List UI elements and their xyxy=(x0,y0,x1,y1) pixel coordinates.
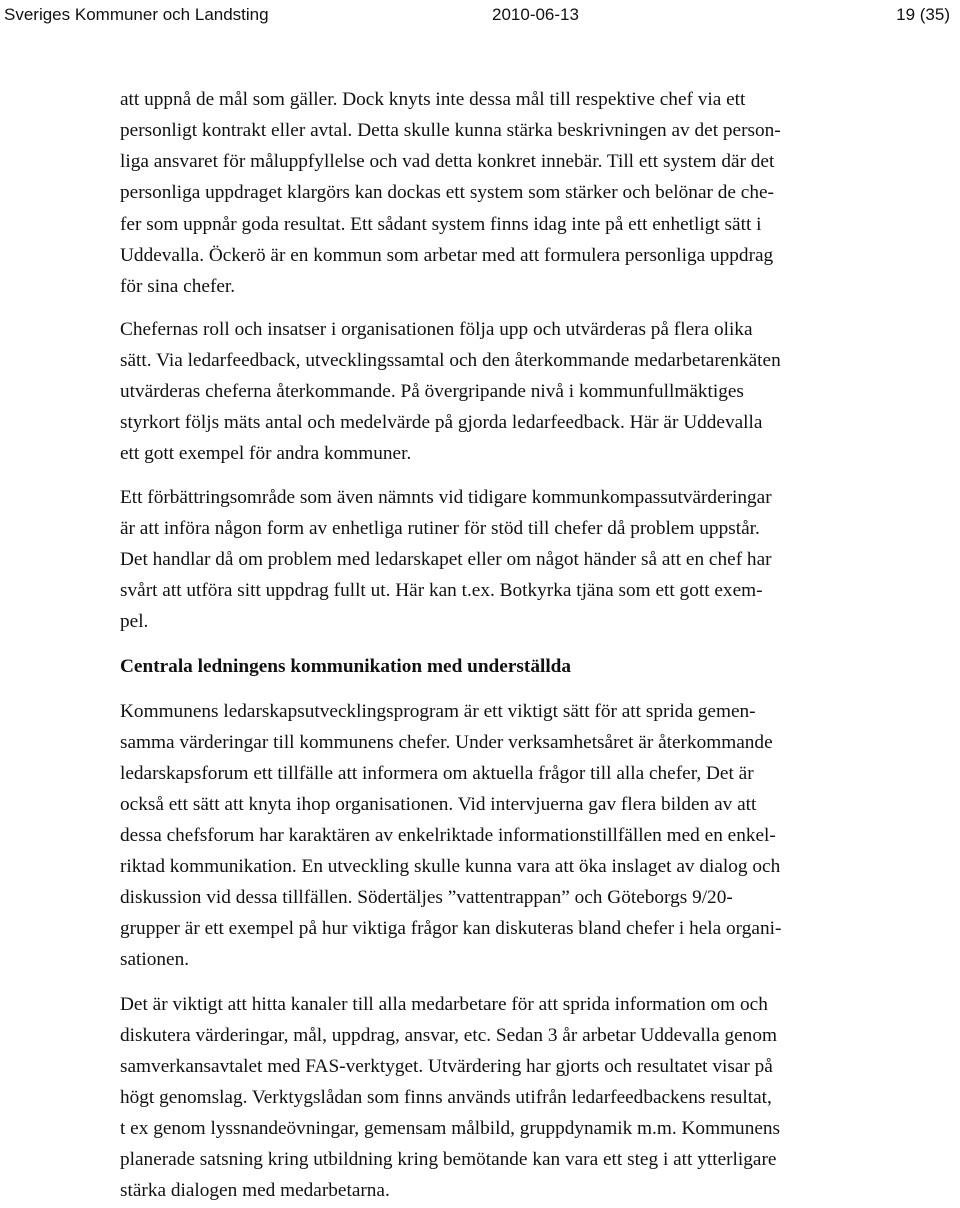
text-line: också ett sätt att knyta ihop organisationen. Vid intervjuerna gav flera bilden av att xyxy=(120,794,757,815)
text-line: dessa chefsforum har karaktären av enkelriktade informationstillfällen med en enkel- xyxy=(120,825,776,846)
text-line: är att införa någon form av enhetliga rutiner för stöd till chefer då problem uppstår. xyxy=(120,518,760,539)
text-line: för sina chefer. xyxy=(120,276,236,297)
text-line: att uppnå de mål som gäller. Dock knyts inte dessa mål till respektive chef via ett xyxy=(120,89,746,110)
text-line: svårt att utföra sitt uppdrag fullt ut. Här kan t.ex. Botkyrka tjäna som ett gott exem- xyxy=(120,580,763,601)
header-date: 2010-06-13 xyxy=(492,5,579,24)
text-line: grupper är ett exempel på hur viktiga frågor kan diskuteras bland chefer i hela organi- xyxy=(120,918,782,939)
text-line: ett gott exempel för andra kommuner. xyxy=(120,443,412,464)
text-line: Uddevalla. Öckerö är en kommun som arbetar med att formulera personliga uppdrag xyxy=(120,245,774,266)
header-page-number: 19 (35) xyxy=(896,5,950,24)
text-line: samma värderingar till kommunens chefer. Under verksamhetsåret är återkommande xyxy=(120,732,773,753)
text-line: liga ansvaret för måluppfyllelse och vad detta konkret innebär. Till ett system där det xyxy=(120,151,775,172)
text-line: utvärderas cheferna återkommande. På övergripande nivå i kommunfullmäktiges xyxy=(120,381,744,402)
page-header xyxy=(0,0,960,30)
text-line: t ex genom lyssnandeövningar, gemensam målbild, gruppdynamik m.m. Kommunens xyxy=(120,1118,781,1139)
text-line: ledarskapsforum ett tillfälle att informera om aktuella frågor till alla chefer, Det är xyxy=(120,763,754,784)
text-line: högt genomslag. Verktygslådan som finns används utifrån ledarfeedbackens resultat, xyxy=(120,1087,772,1108)
text-line: samverkansavtalet med FAS-verktyget. Utvärdering har gjorts och resultatet visar på xyxy=(120,1056,773,1077)
text-line: pel. xyxy=(120,611,149,632)
text-line: sationen. xyxy=(120,949,190,970)
text-line: Chefernas roll och insatser i organisationen följa upp och utvärderas på flera olika xyxy=(120,319,753,340)
header-organization: Sveriges Kommuner och Landsting xyxy=(4,5,269,24)
text-line: personliga uppdraget klargörs kan dockas ett system som stärker och belönar de che- xyxy=(120,182,774,203)
text-line: personligt kontrakt eller avtal. Detta skulle kunna stärka beskrivningen av det person- xyxy=(120,120,781,141)
text-line: styrkort följs mäts antal och medelvärde på gjorda ledarfeedback. Här är Uddevalla xyxy=(120,412,763,433)
text-line: Ett förbättringsområde som även nämnts vid tidigare kommunkompassutvärderingar xyxy=(120,487,772,508)
text-line: sätt. Via ledarfeedback, utvecklingssamtal och den återkommande medarbetarenkäten xyxy=(120,350,781,371)
text-line: diskutera värderingar, mål, uppdrag, ansvar, etc. Sedan 3 år arbetar Uddevalla genom xyxy=(120,1025,777,1046)
text-line: fer som uppnår goda resultat. Ett sådant system finns idag inte på ett enhetligt sätt i xyxy=(120,214,762,235)
text-line: Det handlar då om problem med ledarskapet eller om något händer så att en chef har xyxy=(120,549,772,570)
text-line: Kommunens ledarskapsutvecklingsprogram är ett viktigt sätt för att sprida gemen- xyxy=(120,701,756,722)
text-line: planerade satsning kring utbildning kring bemötande kan vara ett steg i att ytterligare xyxy=(120,1149,777,1170)
text-line: riktad kommunikation. En utveckling skulle kunna vara att öka inslaget av dialog och xyxy=(120,856,781,877)
text-line: Det är viktigt att hitta kanaler till alla medarbetare för att sprida information om och xyxy=(120,994,768,1015)
text-line: diskussion vid dessa tillfällen. Södertäljes ”vattentrappan” och Göteborgs 9/20- xyxy=(120,887,733,908)
text-line: stärka dialogen med medarbetarna. xyxy=(120,1180,390,1201)
section-heading: Centrala ledningens kommunikation med underställda xyxy=(120,656,572,677)
